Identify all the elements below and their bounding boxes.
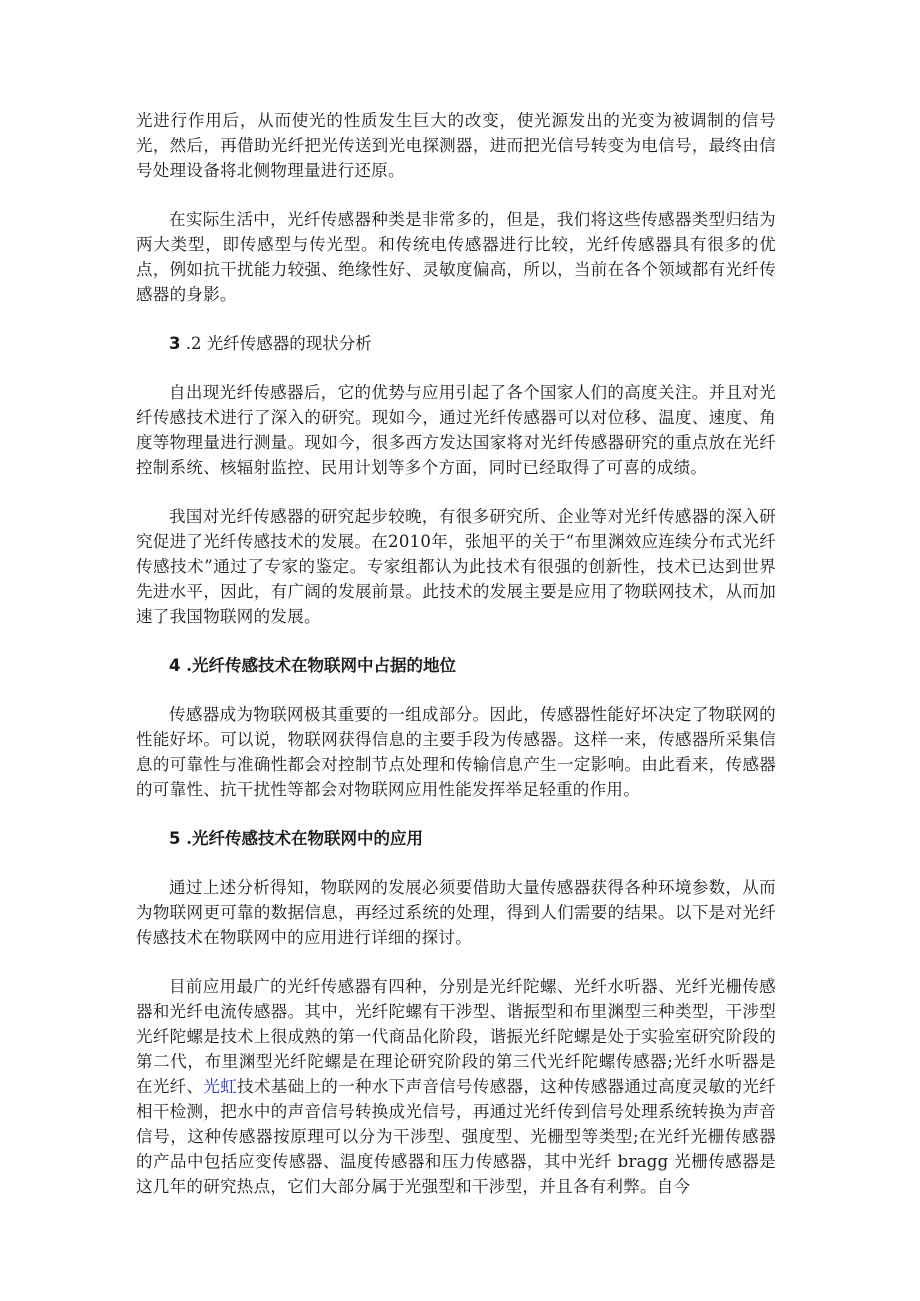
- paragraph-sensor-role: 传感器成为物联网极其重要的一组成部分。因此，传感器性能好坏决定了物联网的性能好坏。可以说，物联网获得信息的主要手段为传感器。这样一来，传感器所采集信息的可靠性与准确性都会对控制节点处理和传输信息产生一定影响。由此看来，传感器的可靠性、抗干扰性等都会对物联网应用性能发挥举足轻重的作用。: [136, 705, 776, 799]
- section-title: .光纤传感技术在物联网中占据的地位: [180, 656, 456, 675]
- paragraph-text-part-2: 技术基础上的一种水下声音信号传感器，这种传感器通过高度灵敏的光纤相干检测，把水中的声音信号转换成光信号，再通过光纤传到信号处理系统转换为声音信号，这种传感器按原理可以分为干涉型、强度型、光栅型等类型;在光纤光栅传感器的产品中包括应变传感器、温度传感器和压力传感器，其中光纤 bragg 光栅传感器是这几年的研究热点，它们大部分属于光强型和干涉型，并且各有利弊。自今: [136, 1077, 776, 1196]
- section-number: 3: [169, 334, 181, 353]
- section-heading-4: [136, 653, 776, 678]
- section-title: .2 光纤传感器的现状分析: [180, 334, 372, 353]
- section-heading-5: [136, 826, 776, 851]
- paragraph-sensor-types: 在实际生活中，光纤传感器种类是非常多的，但是，我们将这些传感器类型归结为两大类型，即传感型与传光型。和传统电传感器进行比较，光纤传感器具有很多的优点，例如抗干扰能力较强、绝缘性好、灵敏度偏高，所以，当前在各个领域都有光纤传感器的身影。: [136, 210, 776, 304]
- section-number: 5: [169, 829, 181, 848]
- section-title: .光纤传感技术在物联网中的应用: [180, 829, 423, 848]
- paragraph-status-abroad: 自出现光纤传感器后，它的优势与应用引起了各个国家人们的高度关注。并且对光纤传感技术进行了深入的研究。现如今，通过光纤传感器可以对位移、温度、速度、角度等物理量进行测量。现如今，很多西方发达国家将对光纤传感器研究的重点放在光纤控制系统、核辐射监控、民用计划等多个方面，同时已经取得了可喜的成绩。: [136, 383, 776, 477]
- document-page: [136, 108, 776, 1199]
- inline-link[interactable]: 光虹: [203, 1077, 238, 1096]
- paragraph-status-china: 我国对光纤传感器的研究起步较晚，有很多研究所、企业等对光纤传感器的深入研究促进了光纤传感技术的发展。在2010年，张旭平的关于“布里渊效应连续分布式光纤传感技术”通过了专家的鉴定。专家组都认为此技术有很强的创新性，技术已达到世界先进水平，因此，有广阔的发展前景。此技术的发展主要是应用了物联网技术，从而加速了我国物联网的发展。: [136, 507, 776, 626]
- paragraph-text-part-1: 目前应用最广的光纤传感器有四种，分别是光纤陀螺、光纤水听器、光纤光栅传感器和光纤电流传感器。其中，光纤陀螺有干涉型、谐振型和布里渊型三种类型，干涉型光纤陀螺是技术上很成熟的第一代商品化阶段，谐振光纤陀螺是处于实验室研究阶段的第二代，布里渊型光纤陀螺是在理论研究阶段的第三代光纤陀螺传感器;光纤水听器是在光纤、: [136, 977, 776, 1096]
- paragraph-sensor-kinds: [136, 974, 776, 1199]
- paragraph-application-intro: 通过上述分析得知，物联网的发展必须要借助大量传感器获得各种环境参数，从而为物联网更可靠的数据信息，再经过系统的处理，得到人们需要的结果。以下是对光纤传感技术在物联网中的应用进行详细的探讨。: [136, 878, 776, 947]
- paragraph-continuation: 光进行作用后，从而使光的性质发生巨大的改变，使光源发出的光变为被调制的信号光，然后，再借助光纤把光传送到光电探测器，进而把光信号转变为电信号，最终由信号处理设备将北侧物理量进行还原。: [136, 111, 776, 180]
- section-number: 4: [169, 656, 181, 675]
- section-heading-3-2: [136, 331, 776, 356]
